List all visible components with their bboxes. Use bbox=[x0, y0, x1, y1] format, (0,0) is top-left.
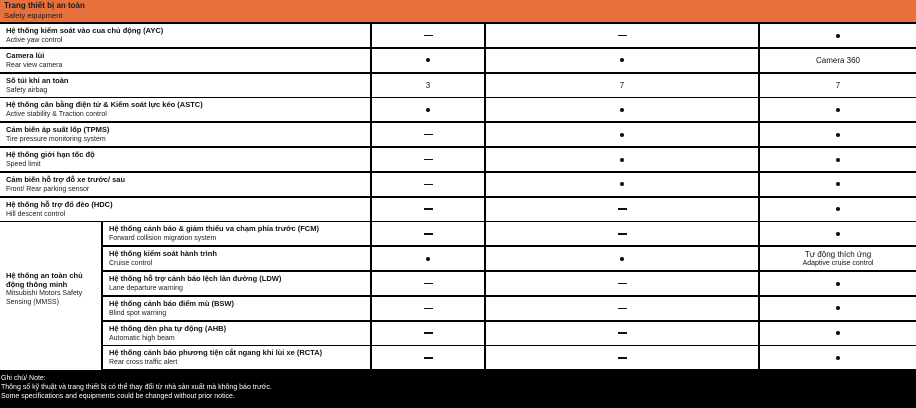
included-dot-icon bbox=[836, 306, 840, 310]
table-row bbox=[0, 322, 916, 345]
variant-1-cell bbox=[372, 346, 484, 369]
feature-name-vi: Hệ thống cảnh báo điểm mù (BSW) bbox=[109, 298, 234, 308]
feature-name-vi: Hệ thống hỗ trợ cảnh báo lệch làn đường (LDW) bbox=[109, 274, 282, 283]
not-available-dash-icon bbox=[424, 184, 433, 186]
footnote-title: Ghi chú/ Note: bbox=[1, 375, 46, 382]
feature-name-vi: Hệ thống cảnh báo phương tiện cắt ngang khi lùi xe (RCTA) bbox=[109, 348, 323, 358]
value-text: 7 bbox=[619, 80, 625, 90]
footnote bbox=[1, 374, 272, 401]
variant-3-cell bbox=[760, 272, 916, 295]
variant-3-cell bbox=[760, 173, 916, 196]
feature-name-vi: Cảm biến hỗ trợ đỗ xe trước/ sau bbox=[6, 174, 126, 184]
variant-1-cell bbox=[372, 173, 484, 196]
included-dot-icon bbox=[836, 207, 840, 211]
section-title-vi: Trang thiết bị an toàn bbox=[4, 1, 85, 10]
variant-3-cell bbox=[760, 297, 916, 320]
feature-name-en: Rear cross traffic alert bbox=[109, 359, 178, 367]
not-available-dash-icon bbox=[424, 357, 433, 359]
feature-name-en: Safety airbag bbox=[6, 86, 48, 94]
included-dot-icon bbox=[836, 158, 840, 162]
mmss-group-title-en: Mitsubishi Motors Safety Sensing (MMSS) bbox=[6, 290, 83, 306]
variant-3-cell bbox=[760, 123, 916, 146]
feature-name-en: Active yaw control bbox=[6, 37, 63, 44]
variant-3-cell bbox=[760, 98, 916, 121]
feature-name-vi: Hệ thống giới hạn tốc độ bbox=[6, 150, 95, 159]
included-dot-icon bbox=[620, 182, 624, 186]
footnote-en: Some specifications and equipments could be changed without prior notice. bbox=[1, 393, 235, 400]
feature-label bbox=[103, 247, 370, 270]
variant-3-cell bbox=[760, 24, 916, 47]
feature-name-vi: Cảm biến áp suất lốp (TPMS) bbox=[6, 125, 110, 135]
included-dot-icon bbox=[426, 257, 430, 261]
not-available-dash-icon bbox=[618, 332, 627, 334]
variant-3-cell bbox=[760, 148, 916, 171]
feature-name-vi: Hệ thống cảnh báo & giảm thiểu va chạm phía trước (FCM) bbox=[109, 224, 319, 234]
not-available-dash-icon bbox=[424, 134, 433, 136]
included-dot-icon bbox=[836, 108, 840, 112]
feature-label bbox=[0, 49, 370, 72]
variant-1-cell bbox=[372, 74, 484, 97]
value-text: 3 bbox=[425, 80, 431, 90]
included-dot-icon bbox=[620, 158, 624, 162]
variant-3-cell bbox=[760, 322, 916, 345]
table-row bbox=[0, 222, 916, 245]
not-available-dash-icon bbox=[424, 233, 433, 235]
feature-name-en: Rear view camera bbox=[6, 61, 63, 69]
not-available-dash-icon bbox=[424, 159, 433, 161]
not-available-dash-icon bbox=[424, 283, 433, 285]
feature-label bbox=[0, 74, 370, 97]
not-available-dash-icon bbox=[618, 233, 627, 235]
mmss-group-title-vi: Hệ thống an toàn chủ động thông minh bbox=[6, 271, 83, 289]
feature-name-en: Blind spot warning bbox=[109, 309, 167, 317]
included-dot-icon bbox=[836, 356, 840, 360]
not-available-dash-icon bbox=[618, 357, 627, 359]
table-row bbox=[0, 247, 916, 270]
mmss-group-label bbox=[0, 222, 101, 370]
variant-3-cell bbox=[760, 198, 916, 221]
included-dot-icon bbox=[620, 108, 624, 112]
variant-3-cell bbox=[760, 222, 916, 245]
included-dot-icon bbox=[836, 331, 840, 335]
not-available-dash-icon bbox=[618, 35, 627, 37]
feature-label bbox=[103, 322, 370, 345]
included-dot-icon bbox=[836, 282, 840, 286]
not-available-dash-icon bbox=[424, 332, 433, 334]
not-available-dash-icon bbox=[618, 308, 627, 310]
variant-2-cell bbox=[486, 74, 758, 97]
included-dot-icon bbox=[620, 257, 624, 261]
variant-1-cell bbox=[372, 198, 484, 221]
variant-2-cell bbox=[486, 322, 758, 345]
variant-2-cell bbox=[486, 198, 758, 221]
table-row bbox=[0, 346, 916, 369]
variant-2-cell bbox=[486, 272, 758, 295]
feature-label bbox=[0, 198, 370, 221]
section-title-en: Safety equipment bbox=[4, 11, 63, 20]
table-row bbox=[0, 148, 916, 171]
table-row bbox=[0, 173, 916, 196]
variant-2-cell bbox=[486, 148, 758, 171]
feature-name-vi: Hệ thống hỗ trợ đổ đèo (HDC) bbox=[6, 199, 113, 209]
included-dot-icon bbox=[620, 133, 624, 137]
value-text: Camera 360 bbox=[815, 55, 861, 65]
feature-name-en: Cruise control bbox=[109, 260, 153, 268]
variant-1-cell bbox=[372, 123, 484, 146]
table-row bbox=[0, 297, 916, 320]
feature-name-vi: Hệ thống cân bằng điện tử & Kiểm soát lực kéo (ASTC) bbox=[6, 100, 203, 110]
feature-name-en: Hill descent control bbox=[6, 210, 66, 218]
variant-3-cell bbox=[760, 74, 916, 97]
feature-label bbox=[103, 346, 370, 369]
variant-2-cell bbox=[486, 247, 758, 270]
feature-name-vi: Hệ thống kiểm soát vào cua chủ động (AYC) bbox=[6, 26, 164, 35]
variant-1-cell bbox=[372, 148, 484, 171]
variant-3-cell bbox=[760, 346, 916, 369]
table-row bbox=[0, 123, 916, 146]
variant-2-cell bbox=[486, 297, 758, 320]
included-dot-icon bbox=[836, 133, 840, 137]
feature-label bbox=[103, 272, 370, 295]
variant-1-cell bbox=[372, 222, 484, 245]
footnote-vi: Thông số kỹ thuật và trang thiết bị có thể thay đổi từ nhà sản xuất mà không báo trước. bbox=[1, 384, 272, 391]
feature-name-vi: Số túi khí an toàn bbox=[6, 75, 69, 85]
variant-1-cell bbox=[372, 322, 484, 345]
variant-2-cell bbox=[486, 98, 758, 121]
feature-name-en: Active stability & Traction control bbox=[6, 111, 107, 119]
feature-label bbox=[0, 148, 370, 171]
feature-label bbox=[0, 98, 370, 121]
variant-2-cell bbox=[486, 222, 758, 245]
variant-2-cell bbox=[486, 173, 758, 196]
included-dot-icon bbox=[426, 58, 430, 62]
not-available-dash-icon bbox=[618, 208, 627, 210]
table-row bbox=[0, 98, 916, 121]
feature-label bbox=[103, 222, 370, 245]
not-available-dash-icon bbox=[618, 283, 627, 285]
feature-name-en: Speed limit bbox=[6, 161, 41, 168]
feature-label bbox=[0, 123, 370, 146]
table-row bbox=[0, 24, 916, 47]
value-text-en: Adaptive cruise control bbox=[802, 259, 874, 267]
table-row bbox=[0, 272, 916, 295]
feature-name-en: Forward collision migration system bbox=[109, 235, 217, 243]
variant-3-cell bbox=[760, 247, 916, 270]
feature-name-vi: Hệ thống đèn pha tự động (AHB) bbox=[109, 323, 227, 333]
variant-1-cell bbox=[372, 272, 484, 295]
variant-2-cell bbox=[486, 123, 758, 146]
variant-3-cell bbox=[760, 49, 916, 72]
section-header bbox=[0, 0, 916, 22]
feature-label bbox=[103, 297, 370, 320]
value-text-vi: Tự động thích ứng bbox=[804, 249, 872, 259]
variant-2-cell bbox=[486, 346, 758, 369]
table-row bbox=[0, 198, 916, 221]
value-text: 7 bbox=[835, 80, 841, 90]
table-row bbox=[0, 49, 916, 72]
included-dot-icon bbox=[836, 34, 840, 38]
feature-name-en: Tire pressure monitoring system bbox=[6, 136, 106, 144]
feature-name-en: Lane departure warning bbox=[109, 285, 183, 292]
feature-label bbox=[0, 173, 370, 196]
not-available-dash-icon bbox=[424, 35, 433, 37]
included-dot-icon bbox=[836, 232, 840, 236]
included-dot-icon bbox=[836, 182, 840, 186]
feature-name-vi: Camera lùi bbox=[6, 50, 45, 60]
feature-name-en: Automatic high beam bbox=[109, 334, 175, 342]
not-available-dash-icon bbox=[424, 208, 433, 210]
variant-2-cell bbox=[486, 24, 758, 47]
included-dot-icon bbox=[426, 108, 430, 112]
table-row bbox=[0, 74, 916, 97]
variant-1-cell bbox=[372, 297, 484, 320]
feature-name-en: Front/ Rear parking sensor bbox=[6, 185, 90, 193]
variant-1-cell bbox=[372, 98, 484, 121]
not-available-dash-icon bbox=[424, 308, 433, 310]
included-dot-icon bbox=[620, 58, 624, 62]
feature-name-vi: Hệ thống kiểm soát hành trình bbox=[109, 249, 217, 259]
feature-label bbox=[0, 24, 370, 47]
variant-1-cell bbox=[372, 24, 484, 47]
variant-1-cell bbox=[372, 49, 484, 72]
value-text bbox=[760, 247, 916, 270]
variant-2-cell bbox=[486, 49, 758, 72]
variant-1-cell bbox=[372, 247, 484, 270]
